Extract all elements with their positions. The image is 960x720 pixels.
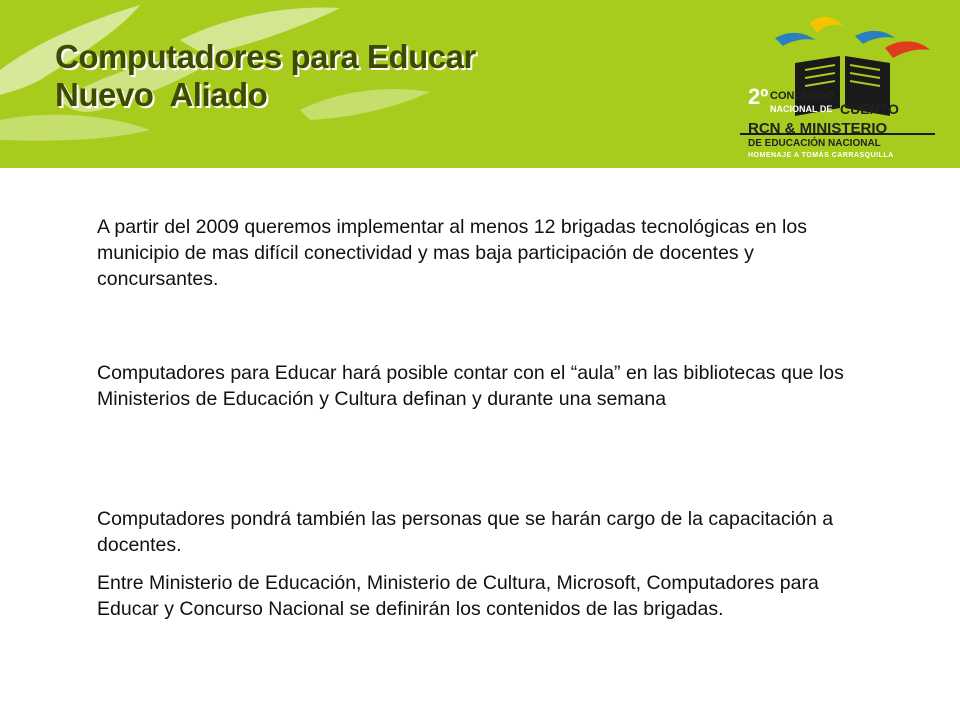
logo-educacion-nacional: DE EDUCACIÓN NACIONAL: [748, 138, 881, 149]
paragraph-capacitacion: Computadores pondrá también las personas que se harán cargo de la capacitación a docentes.: [97, 508, 834, 556]
paragraph-brigadas: A partir del 2009 queremos implementar al menos 12 brigadas tecnológicas en los municipio de mas difícil conectividad y mas baja participación de docentes y concursantes.: [97, 216, 807, 290]
logo-homenaje: HOMENAJE A TOMÁS CARRASQUILLA: [748, 152, 894, 159]
paragraph-contenidos: Entre Ministerio de Educación, Ministerio de Cultura, Microsoft, Computadores para Educar y Concurso Nacional se definirán los contenidos de las brigadas.: [97, 572, 819, 620]
paragraph-aula: Computadores para Educar hará posible contar con el “aula” en las bibliotecas que los Ministerios de Educación y Cultura definan y durante una semana: [97, 362, 844, 410]
logo-rcn-ministerio: RCN & MINISTERIO: [748, 120, 888, 137]
title-line-2: Nuevo Aliado: [55, 76, 268, 113]
logo-nacional: NACIONAL DE: [770, 104, 833, 114]
logo-cuento: CUENTO: [840, 101, 899, 117]
header-banner: [0, 0, 960, 168]
title-line-1: Computadores para Educar: [55, 38, 476, 75]
slide-title: [55, 38, 476, 114]
logo-number: 2º: [748, 84, 769, 109]
logo-concurso: CONCURSO: [770, 90, 835, 102]
